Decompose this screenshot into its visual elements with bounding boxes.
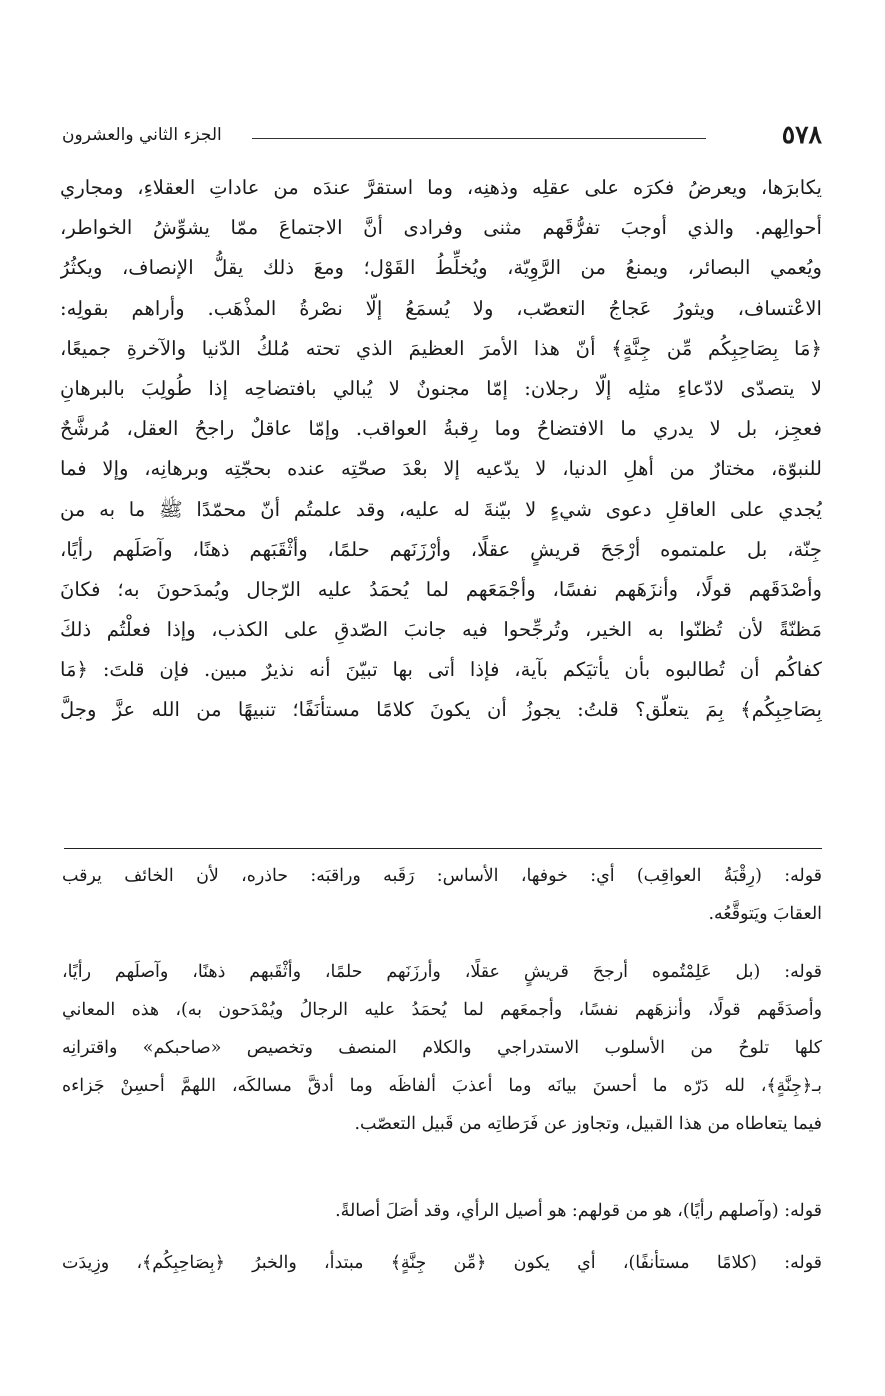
main-text-line: لا يتصدّى لادّعاءِ مثلِه إلّا رجلان: إمّا مجنونٌ لا يُبالي بافتضاحِه إذا طُولِبَ بالبرهانِ	[60, 376, 822, 400]
main-text-line: الاعْتساف، ويثورُ عَجاجُ التعصّب، ولا يُسمَعُ إلّا نصْرةُ المذْهَب. وأراهم بقولِه:	[60, 296, 822, 320]
main-text-line: بِصَاحِبِكُم﴾ بِمَ يتعلّق؟ قلتُ: يجوزُ أن يكونَ كلامًا مستأنَفًا؛ تنبيهًا من الله عزَّ وجلَّ	[60, 698, 822, 722]
main-text	[60, 168, 822, 731]
footnote-line: قوله: (رِقْبَةُ العواقِب) أي: خوفها، الأساس: رَقَبه وراقبَه: حاذره، لأن الخائف يرقب	[62, 866, 822, 886]
main-text-line: ﴿مَا بِصَاحِبِكُم مِّن جِنَّةٍ﴾ أنّ هذا الأمرَ العظيمَ الذي تحته مُلكُ الدّنيا والآخرةِ جميعًا،	[60, 336, 822, 360]
main-text-line: أحوالِهم. والذي أوجبَ تفرُّقَهم مثنى وفرادى أنَّ الاجتماعَ ممّا يشوِّشُ الخواطر،	[60, 216, 822, 240]
running-title: الجزء الثاني والعشرون	[62, 125, 222, 145]
main-text-line: ويُعمي البصائر، ويمنعُ من الرَّوِيّة، ويُخلِّطُ القَوْل؛ ومعَ ذلك يقلُّ الإنصاف، ويكثُرُ	[60, 256, 822, 280]
page-header	[62, 120, 822, 154]
footnote	[62, 857, 822, 933]
main-text-line: مَظنّةً لأن تُظنّوا به الخير، وتُرجِّحوا فيه جانبَ الصّدقِ على الكذب، وإذا فعلْتُم ذلكَ	[60, 618, 822, 642]
footnote	[62, 953, 822, 1143]
page-number: ٥٧٨	[781, 120, 822, 149]
footnote	[62, 1244, 822, 1282]
main-text-line: يُجدي على العاقلِ دعوى شيءٍ لا بيّنةَ له عليه، وقد علمتُم أنّ محمّدًا ﷺ ما به من	[60, 497, 822, 521]
footnote-line: وأصدَقَهم قولًا، وأنزهَهم نفسًا، وأجمعَهم لما يُحمَدُ عليه الرجالُ ويُمْدَحون به)، هذه المعاني	[62, 1000, 822, 1020]
main-text-line: للنبوّة، مختارٌ من أهلِ الدنيا، لا يدّعيه إلا بعْدَ صحّتِه عنده بحجّتِه وبرهانِه، وإلا فما	[60, 457, 822, 481]
footnote-line: قوله: (وآصلهم رأيًا)، هو من قولهم: هو أصيل الرأي، وقد أصَلَ أصالةً.	[335, 1201, 822, 1221]
footnote-line: قوله: (بل عَلِمْتُموه أرجحَ قريشٍ عقلًا، وأرزَنَهم حلمًا، وأثْقَبهم ذهنًا، وآصلَهم رأيًا،	[62, 962, 822, 982]
main-text-line: كفاكُم أن تُطالبوه بأن يأتيَكم بآية، فإذا أتى بها تبيّنَ أنه نذيرٌ مبين. فإن قلتَ: ﴿مَا	[60, 658, 822, 682]
footnote-line: العقابَ ويَتوقَّعُه.	[708, 904, 822, 924]
footnote-line: كلها تلوحُ من الأسلوب الاستدراجي والكلام المنصف وتخصيص «صاحبكم» واقترانِه	[62, 1038, 822, 1058]
footnote-line: بـ﴿جِنَّةٍ﴾، لله دَرّه ما أحسنَ بيانَه وما أعذبَ ألفاظَه وما أدقَّ مسالكَه، اللهمَّ أحسِنْ جَزاءه	[62, 1076, 822, 1096]
footnote-line: فيما يتعاطاه من هذا القبيل، وتجاوز عن فَرَطاتِه من قَبيل التعصّب.	[354, 1114, 822, 1134]
header-rule	[252, 138, 706, 139]
main-text-line: يكابرَها، ويعرضُ فكرَه على عقلِه وذهنِه، وما استقرَّ عندَه من عاداتِ العقلاءِ، ومجاري	[60, 176, 822, 199]
main-text-line: جِنّة، بل علمتموه أرْجَحَ قريشٍ عقلًا، وأرْزَنَهم حلمًا، وأثْقَبَهم ذهنًا، وآصَلَهم رأيًا،	[60, 537, 822, 561]
footnote-divider	[64, 848, 822, 849]
main-text-line: وأصْدَقَهم قولًا، وأنزَهَهم نفسًا، وأجْمَعَهم لما يُحمَدُ عليه الرّجال ويُمدَحونَ به؛ فكانَ	[60, 577, 822, 601]
main-text-line: فعجِز، بل لا يدري ما الافتضاحُ وما رِقبةُ العواقب. وإمّا عاقلٌ راجحُ العقل، مُرشَّحٌ	[60, 417, 822, 441]
footnote-line: قوله: (كلامًا مستأنفًا)، أي يكون ﴿مِّن جِنَّةٍ﴾ مبتدأ، والخبرُ ﴿بِصَاحِبِكُم﴾، وزِيدَت	[62, 1253, 822, 1273]
footnote	[62, 1192, 822, 1230]
